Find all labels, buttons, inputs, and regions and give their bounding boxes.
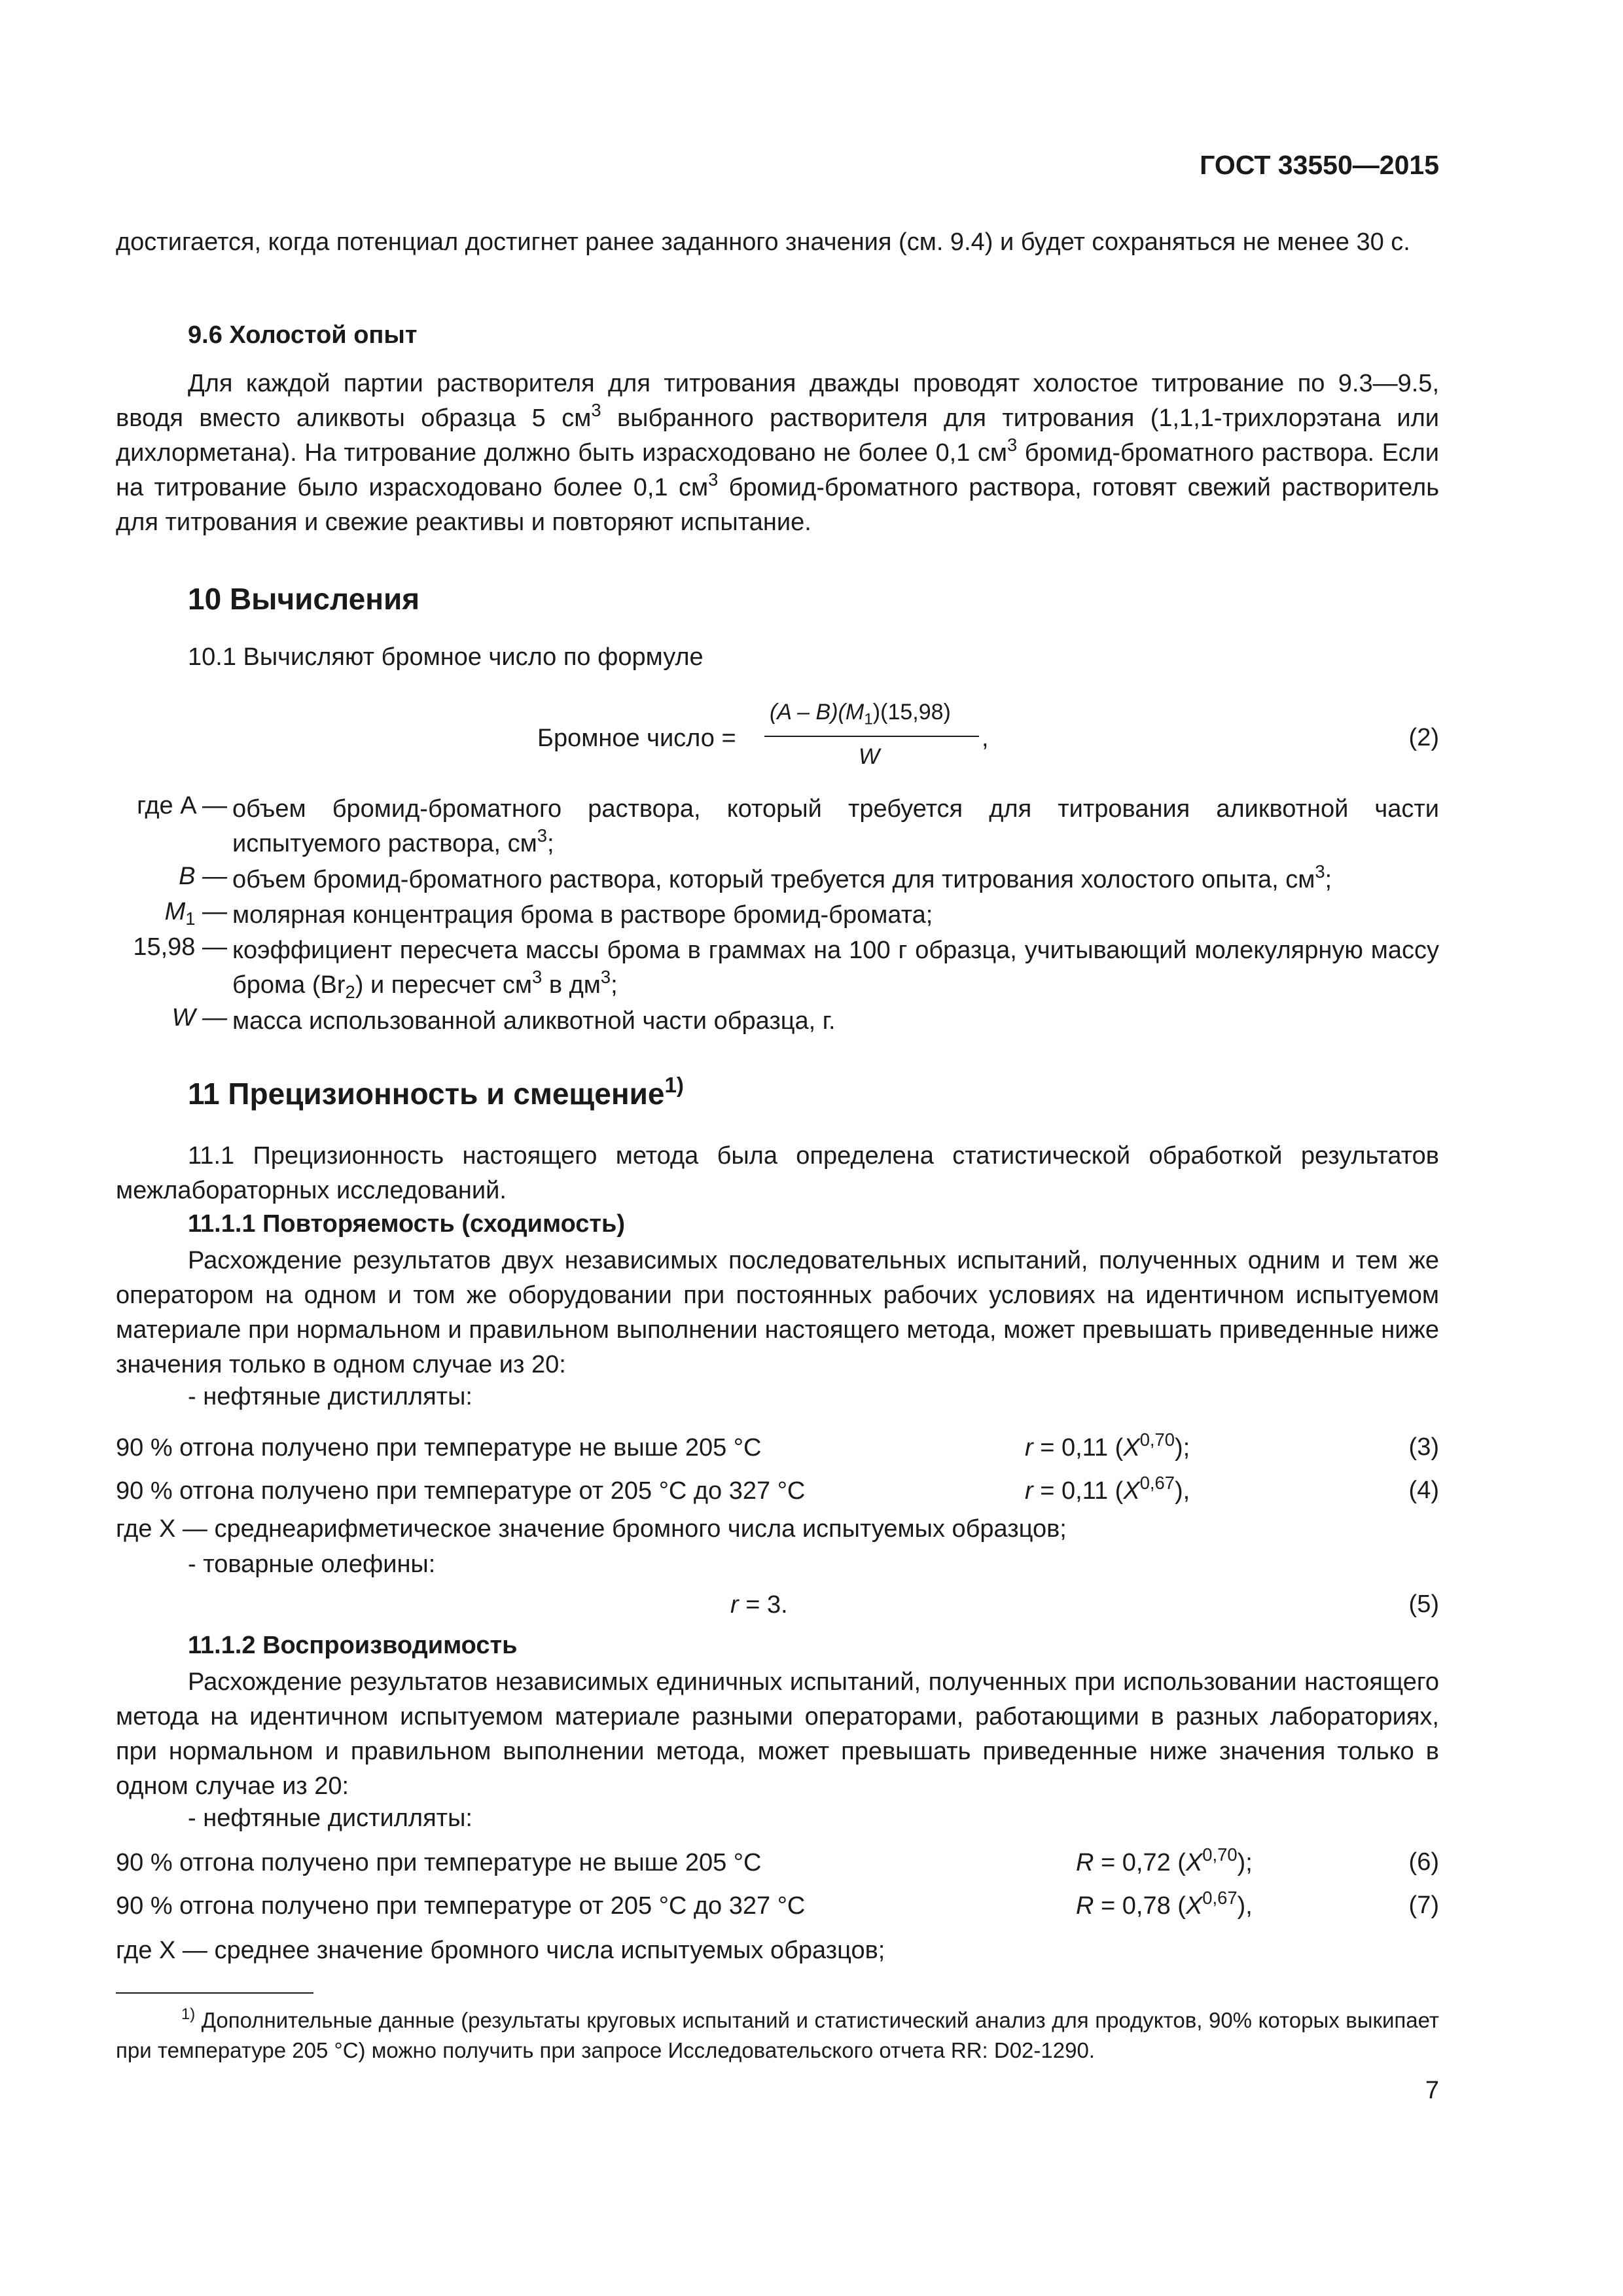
eq3-condition: 90 % отгона получено при температуре не выше 205 °C: [116, 1434, 762, 1462]
legend-symbol-m1: $M_1$ —: [164, 898, 227, 929]
section-11-1-2-title: 11.1.2 Воспроизводимость: [188, 1632, 518, 1659]
section-9-6-title: 9.6 Холостой опыт: [188, 321, 418, 349]
section-11-1-paragraph: 11.1 Прецизионность настоящего метода была определена статистической обработкой результатов межлабораторных исследований.: [116, 1142, 1439, 1204]
section-10-title: 10 Вычисления: [188, 582, 420, 616]
footnote: $^{1)}$ Дополнительные данные (результаты круговых испытаний и статистический анализ для продуктов, 90% которых выкипает при температуре 205 °C) можно получить при запросе Исследовательского отчета RR: D02-1290.: [116, 2005, 1439, 2062]
eq7-number: (7): [1408, 1892, 1439, 1919]
legend-text-m1: молярная концентрация брома в растворе бромид-бромата;: [232, 901, 933, 929]
legend-symbol-b: B —: [179, 863, 227, 890]
formula-comma: ,: [982, 725, 989, 752]
eq4-expression: r = 0,11 $(X^{0,67})$,: [1025, 1472, 1190, 1505]
eq6-expression: R = 0,72 $(X^{0,70})$;: [1076, 1844, 1253, 1876]
eq5-expression: r = 3.: [730, 1591, 788, 1619]
eq3-number: (3): [1408, 1433, 1439, 1461]
formula-lhs: Бромное число =: [537, 725, 736, 752]
formula-numerator: $(A - B)(M_1)(15,98)$: [770, 700, 951, 728]
section-11-title: 11 Прецизионность и смещение$^{1)}$: [188, 1073, 684, 1111]
document-id: ГОСТ 33550—2015: [1200, 150, 1439, 180]
fraction-bar: [764, 736, 979, 737]
legend-text-coef: коэффициент пересчета массы брома в граммах на 100 г образца, учитывающий молекулярную массу брома $(Br_2)$ и пересчет $см^3$ в $дм^3$;: [232, 937, 1439, 1003]
legend-symbol-a: где A —: [137, 792, 227, 819]
formula-number: (2): [1408, 724, 1439, 751]
eq7-condition: 90 % отгона получено при температуре от 205 °C до 327 °C: [116, 1892, 806, 1920]
eq5-number: (5): [1408, 1590, 1439, 1618]
section-11-1-1-title: 11.1.1 Повторяемость (сходимость): [188, 1210, 626, 1238]
section-10-1-text: 10.1 Вычисляют бромное число по формуле: [188, 643, 704, 671]
section-11-1-1-paragraph: Расхождение результатов двух независимых последовательных испытаний, полученных одним и тем же оператором на одном и том же оборудовании при постоянных рабочих условиях на идентичном испытуемом материале при нормальном и правильном выполнении настоящего метода, может превышать приведенные ниже значения только в одном случае из 20:: [116, 1247, 1439, 1378]
continuation-paragraph: достигается, когда потенциал достигнет ранее заданного значения (см. 9.4) и будет сохраняться не менее 30 с.: [116, 228, 1410, 256]
formula-denominator: W: [859, 744, 880, 769]
legend-symbol-coef: 15,98 —: [133, 933, 227, 961]
eq6-number: (6): [1408, 1848, 1439, 1876]
section-9-6-paragraph: Для каждой партии растворителя для титрования дважды проводят холостое титрование по 9.3—9.5, вводя вместо аликвоты образца 5 $см^3$ выбранного растворителя для титрования (1,1,1-трихлорэтана или дихлорметана). На титрование должно быть израсходовано не более 0,1 $см^3$ бромид-броматного раствора. Если на титрование было израсходовано более 0,1 $см^3$ бромид-броматного раствора, готовят свежий растворитель для титрования и свежие реактивы и повторяют испытание.: [116, 370, 1440, 536]
eq7-expression: R = 0,78 $(X^{0,67})$,: [1076, 1887, 1253, 1920]
where-x-mean: где X — среднеарифметическое значение бромного числа испытуемых образцов;: [116, 1515, 1067, 1543]
legend-text-w: масса использованной аликвотной части образца, г.: [232, 1007, 836, 1035]
eq6-condition: 90 % отгона получено при температуре не выше 205 °C: [116, 1849, 762, 1876]
eq4-condition: 90 % отгона получено при температуре от 205 °C до 327 °C: [116, 1477, 806, 1505]
where-x-average: где X — среднее значение бромного числа испытуемых образцов;: [116, 1937, 885, 1964]
legend-symbol-w: W —: [171, 1004, 227, 1031]
item-petroleum-distillates-2: - нефтяные дистилляты:: [188, 1804, 473, 1832]
footnote-separator: [116, 1992, 313, 1994]
item-petroleum-distillates-1: - нефтяные дистилляты:: [188, 1383, 473, 1410]
eq4-number: (4): [1408, 1477, 1439, 1504]
section-11-1-2-paragraph: Расхождение результатов независимых единичных испытаний, полученных при использовании настоящего метода на идентичном испытуемом материале разными операторами, работающими в разных лабораториях, при нормальном и правильном выполнении метода, может превышать приведенные ниже значения только в одном случае из 20:: [116, 1668, 1439, 1800]
legend-text-a: объем бромид-броматного раствора, который требуется для титрования аликвотной части испытуемого раствора, $см^3$;: [232, 795, 1439, 857]
eq3-expression: r = 0,11 $(X^{0,70})$;: [1025, 1429, 1190, 1462]
legend-text-b: объем бромид-броматного раствора, который требуется для титрования холостого опыта, $см^3$;: [232, 861, 1332, 893]
page-number: 7: [1425, 2077, 1439, 2104]
item-commercial-olefins: - товарные олефины:: [188, 1551, 436, 1578]
